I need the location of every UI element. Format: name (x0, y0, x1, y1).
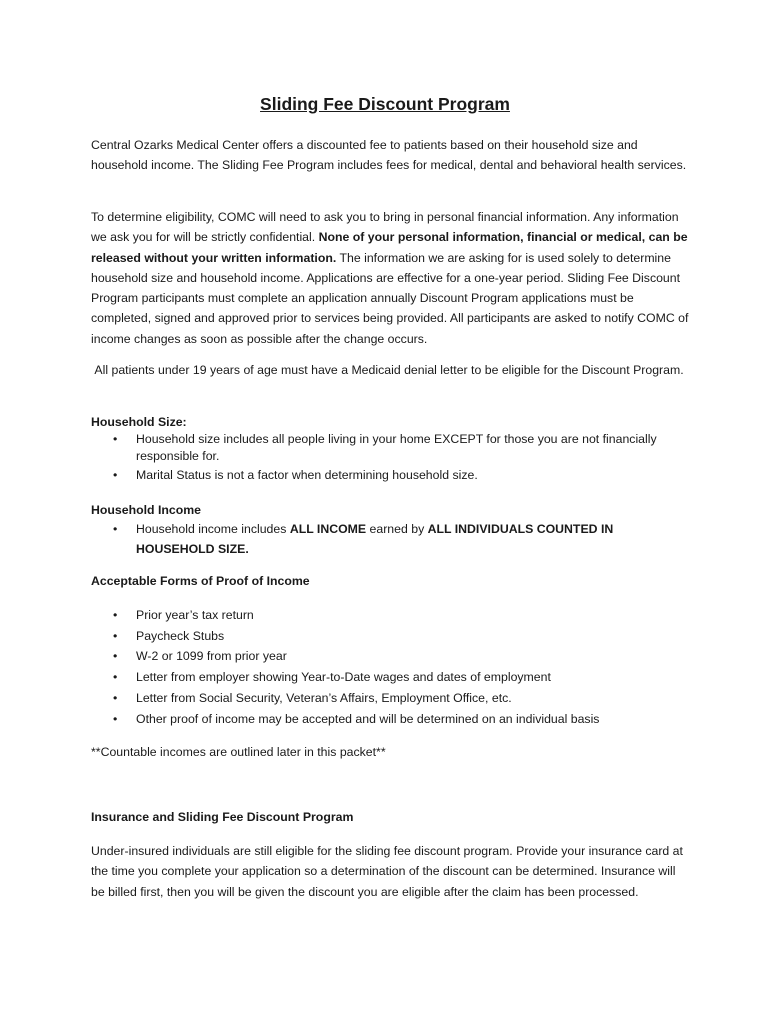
eligibility-paragraph (91, 207, 691, 349)
list-item: • Letter from employer showing Year-to-Date wages and dates of employment (91, 667, 691, 688)
bullet-icon: • (113, 628, 118, 643)
bullet-icon: • (113, 670, 118, 685)
intro-paragraph: Central Ozarks Medical Center offers a discounted fee to patients based on their household size and household income. The Sliding Fee Program includes fees for medical, dental and behavioral health services. (91, 138, 687, 173)
page-title: Sliding Fee Discount Program (260, 94, 510, 114)
eligibility-text-1: To determine eligibility, COMC will need to ask you to bring in personal financial information. Any information we ask you for will be strictly confidential. (91, 210, 679, 245)
list-item: • W-2 or 1099 from prior year (91, 646, 691, 667)
bullet-icon: • (113, 468, 118, 482)
bullet-icon: • (113, 711, 118, 726)
list-item: • Household size includes all people living in your home EXCEPT for those you are not financially responsible for. (113, 432, 657, 463)
insurance-paragraph: Under-insured individuals are still eligible for the sliding fee discount program. Provide your insurance card at the time you complete your application so a determination of the discount can be determined. Insurance will be billed first, then you will be given the discount you are eligible after the claim has been processed. (91, 844, 683, 899)
list-item: • Household income includes ALL INCOME earned by ALL INDIVIDUALS COUNTED IN HOUSEHOLD SIZE. (91, 519, 691, 560)
age-note-paragraph: All patients under 19 years of age must have a Medicaid denial letter to be eligible for the Discount Program. (91, 363, 684, 377)
list-item: • Prior year’s tax return (91, 605, 691, 626)
proof-heading: Acceptable Forms of Proof of Income (91, 574, 310, 588)
bullet-icon: • (113, 432, 118, 446)
household-income-heading: Household Income (91, 503, 201, 517)
household-income-list (91, 519, 691, 560)
household-size-list (91, 431, 691, 484)
list-item: • Letter from Social Security, Veteran’s Affairs, Employment Office, etc. (91, 688, 691, 709)
eligibility-bold-text: None of your personal information, financial or medical, can be released without your written information. (91, 230, 688, 265)
household-size-section (91, 414, 691, 486)
bullet-icon: • (113, 649, 118, 664)
bullet-icon: • (113, 522, 118, 536)
countable-incomes-note: **Countable incomes are outlined later in this packet** (91, 745, 386, 759)
eligibility-text-2: The information we are asking for is used solely to determine household size and household income. Applications are effective for a one-year period. Sliding Fee Discount Program participants must complete an application annually Discount Program applications must be completed, signed and approved prior to services being provided. All participants are asked to notify COMC of income changes as soon as possible after the change occurs. (91, 250, 689, 346)
household-size-heading: Household Size: (91, 415, 187, 429)
bullet-icon: • (113, 608, 118, 622)
bullet-icon: • (113, 690, 118, 705)
household-income-section (91, 502, 691, 560)
list-item: • Paycheck Stubs (91, 626, 691, 647)
list-item: • Marital Status is not a factor when determining household size. (113, 468, 478, 482)
list-item: • Other proof of income may be accepted and will be determined on an individual basis (91, 709, 691, 730)
insurance-heading: Insurance and Sliding Fee Discount Program (91, 810, 354, 824)
proof-list (91, 605, 691, 729)
